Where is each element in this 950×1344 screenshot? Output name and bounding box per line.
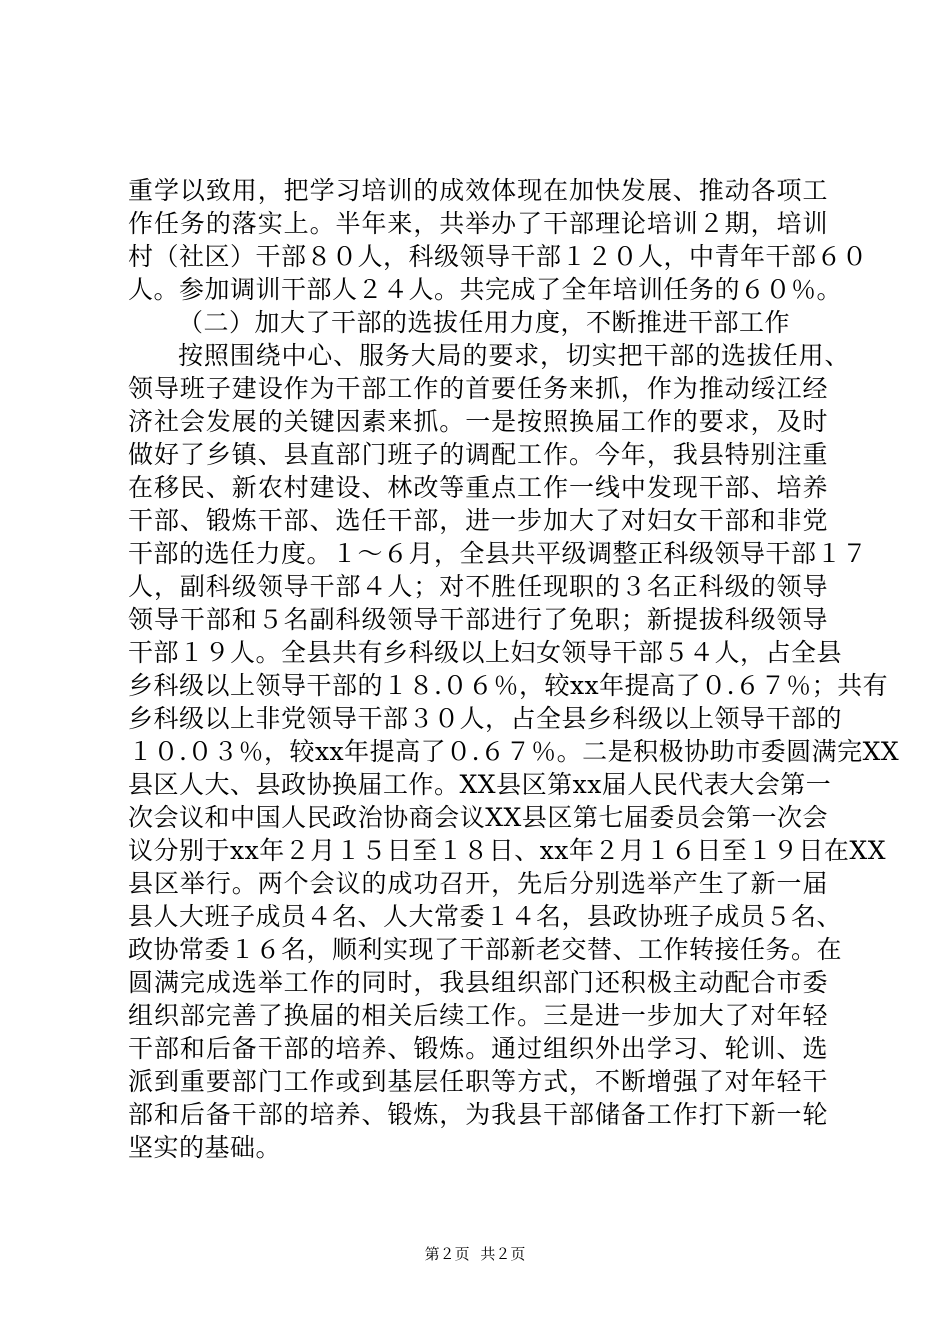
text-line: 县区人大、县政协换届工作。XX县区第xx届人民代表大会第一	[128, 770, 832, 799]
text-line: 干部的选任力度。１～６月，全县共平级调整正科级领导干部１７	[128, 539, 868, 568]
text-line: 派到重要部门工作或到基层任职等方式，不断增强了对年轻干	[128, 1067, 828, 1096]
text-line: 重学以致用，把学习培训的成效体现在加快发展、推动各项工	[128, 176, 828, 205]
text-line: 干部和后备干部的培养、锻炼。通过组织外出学习、轮训、选	[128, 1034, 828, 1063]
text-line: 乡科级以上非党领导干部３０人，占全县乡科级以上领导干部的	[128, 704, 843, 733]
page-footer	[0, 1244, 950, 1264]
text-line: 村（社区）干部８０人，科级领导干部１２０人，中青年干部６０	[128, 242, 868, 271]
section-heading: （二）加大了干部的选拔任用力度，不断推进干部工作	[178, 308, 791, 337]
text-line: 坚实的基础。	[128, 1133, 282, 1162]
text-line: 济社会发展的关键因素来抓。一是按照换届工作的要求，及时	[128, 407, 828, 436]
text-line: 组织部完善了换届的相关后续工作。三是进一步加大了对年轻	[128, 1001, 828, 1030]
text-line: 做好了乡镇、县直部门班子的调配工作。今年，我县特别注重	[128, 440, 828, 469]
page-number: 第２页	[424, 1245, 470, 1263]
text-line: 政协常委１６名，顺利实现了干部新老交替、工作转接任务。在	[128, 935, 843, 964]
text-line: 县人大班子成员４名、人大常委１４名，县政协班子成员５名、	[128, 902, 843, 931]
text-line: 领导班子建设作为干部工作的首要任务来抓，作为推动绥江经	[128, 374, 828, 403]
text-line: 在移民、新农村建设、林改等重点工作一线中发现干部、培养	[128, 473, 828, 502]
text-line: 次会议和中国人民政治协商会议XX县区第七届委员会第一次会	[128, 803, 828, 832]
text-line: 人，副科级领导干部４人；对不胜任现职的３名正科级的领导	[128, 572, 828, 601]
page-total: 共２页	[480, 1245, 526, 1263]
paragraph-first-line: 按照围绕中心、服务大局的要求，切实把干部的选拔任用、	[178, 341, 850, 370]
text-line: 干部１９人。全县共有乡科级以上妇女领导干部５４人，占全县	[128, 638, 843, 667]
text-line: 圆满完成选举工作的同时，我县组织部门还积极主动配合市委	[128, 968, 828, 997]
text-line: 领导干部和５名副科级领导干部进行了免职；新提拔科级领导	[128, 605, 828, 634]
text-line: 作任务的落实上。半年来，共举办了干部理论培训２期，培训	[128, 209, 828, 238]
text-line: 人。参加调训干部人２４人。共完成了全年培训任务的６０％。	[128, 275, 843, 304]
text-line: 部和后备干部的培养、锻炼，为我县干部储备工作打下新一轮	[128, 1100, 828, 1129]
text-line: １０.０３％，较xx年提高了０.６７％。二是积极协助市委圆满完XX	[128, 737, 900, 766]
text-line: 县区举行。两个会议的成功召开，先后分别选举产生了新一届	[128, 869, 828, 898]
text-line: 干部、锻炼干部、选任干部，进一步加大了对妇女干部和非党	[128, 506, 828, 535]
text-line: 乡科级以上领导干部的１８.０６％，较xx年提高了０.６７％；共有	[128, 671, 889, 700]
text-line: 议分别于xx年２月１５日至１８日、xx年２月１６日至１９日在XX	[128, 836, 886, 865]
